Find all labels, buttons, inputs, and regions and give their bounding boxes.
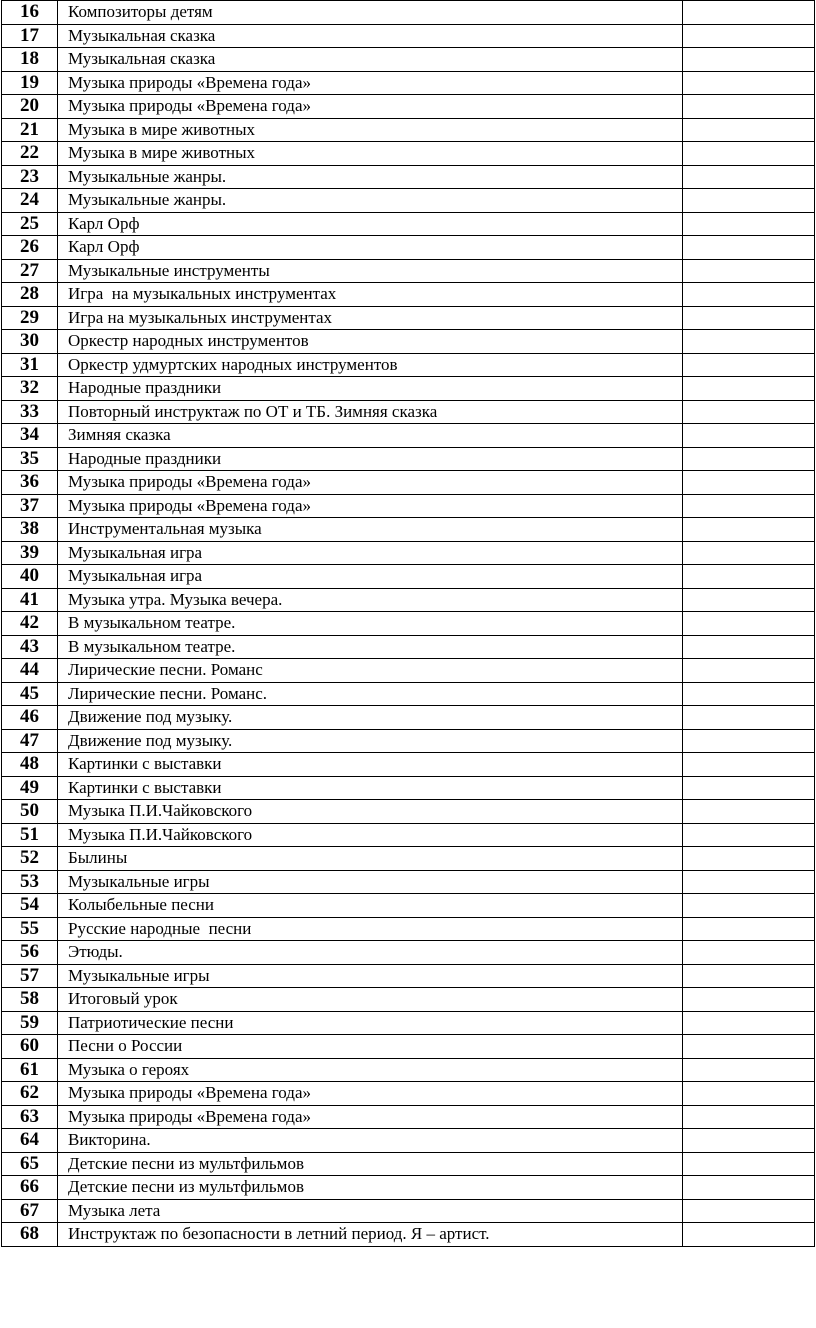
lesson-date-cell xyxy=(683,1011,815,1035)
lesson-date-cell xyxy=(683,823,815,847)
lesson-number: 22 xyxy=(2,142,58,166)
lesson-date-cell xyxy=(683,189,815,213)
lesson-date-cell xyxy=(683,48,815,72)
lesson-date-cell xyxy=(683,941,815,965)
lesson-date-cell xyxy=(683,588,815,612)
lesson-plan-rows xyxy=(2,1,815,1247)
lesson-date-cell xyxy=(683,565,815,589)
lesson-topic: Повторный инструктаж по ОТ и ТБ. Зимняя сказка xyxy=(58,400,683,424)
lesson-topic: Русские народные песни xyxy=(58,917,683,941)
lesson-date-cell xyxy=(683,1129,815,1153)
table-row xyxy=(2,48,815,72)
lesson-date-cell xyxy=(683,212,815,236)
lesson-date-cell xyxy=(683,1058,815,1082)
lesson-number: 21 xyxy=(2,118,58,142)
lesson-date-cell xyxy=(683,1152,815,1176)
table-row xyxy=(2,1082,815,1106)
lesson-topic: Колыбельные песни xyxy=(58,894,683,918)
lesson-number: 57 xyxy=(2,964,58,988)
lesson-topic: Итоговый урок xyxy=(58,988,683,1012)
lesson-number: 34 xyxy=(2,424,58,448)
lesson-number: 46 xyxy=(2,706,58,730)
lesson-topic: Музыка утра. Музыка вечера. xyxy=(58,588,683,612)
lesson-date-cell xyxy=(683,1082,815,1106)
lesson-number: 20 xyxy=(2,95,58,119)
table-row xyxy=(2,377,815,401)
table-row xyxy=(2,1129,815,1153)
table-row xyxy=(2,964,815,988)
lesson-number: 48 xyxy=(2,753,58,777)
lesson-date-cell xyxy=(683,541,815,565)
table-row xyxy=(2,800,815,824)
lesson-number: 36 xyxy=(2,471,58,495)
lesson-topic: Музыкальные инструменты xyxy=(58,259,683,283)
lesson-number: 59 xyxy=(2,1011,58,1035)
lesson-number: 53 xyxy=(2,870,58,894)
table-row xyxy=(2,1152,815,1176)
lesson-topic: Лирические песни. Романс xyxy=(58,659,683,683)
lesson-date-cell xyxy=(683,330,815,354)
table-row xyxy=(2,776,815,800)
lesson-date-cell xyxy=(683,682,815,706)
lesson-number: 40 xyxy=(2,565,58,589)
table-row xyxy=(2,283,815,307)
table-row xyxy=(2,424,815,448)
lesson-date-cell xyxy=(683,635,815,659)
lesson-number: 58 xyxy=(2,988,58,1012)
table-row xyxy=(2,142,815,166)
table-row xyxy=(2,330,815,354)
lesson-number: 45 xyxy=(2,682,58,706)
lesson-topic: Игра на музыкальных инструментах xyxy=(58,283,683,307)
table-row xyxy=(2,353,815,377)
table-row xyxy=(2,189,815,213)
lesson-number: 43 xyxy=(2,635,58,659)
lesson-number: 17 xyxy=(2,24,58,48)
lesson-number: 31 xyxy=(2,353,58,377)
lesson-number: 39 xyxy=(2,541,58,565)
lesson-date-cell xyxy=(683,1176,815,1200)
table-row xyxy=(2,259,815,283)
lesson-topic: Музыка природы «Времена года» xyxy=(58,71,683,95)
lesson-number: 52 xyxy=(2,847,58,871)
lesson-date-cell xyxy=(683,612,815,636)
lesson-topic: Движение под музыку. xyxy=(58,706,683,730)
lesson-topic: Музыка природы «Времена года» xyxy=(58,1082,683,1106)
lesson-number: 18 xyxy=(2,48,58,72)
table-row xyxy=(2,494,815,518)
table-row xyxy=(2,471,815,495)
lesson-topic: Былины xyxy=(58,847,683,871)
lesson-topic: Патриотические песни xyxy=(58,1011,683,1035)
lesson-date-cell xyxy=(683,988,815,1012)
table-row xyxy=(2,870,815,894)
lesson-topic: Этюды. xyxy=(58,941,683,965)
lesson-number: 54 xyxy=(2,894,58,918)
table-row xyxy=(2,518,815,542)
lesson-number: 29 xyxy=(2,306,58,330)
table-row xyxy=(2,1058,815,1082)
lesson-topic: Музыка природы «Времена года» xyxy=(58,1105,683,1129)
lesson-topic: Картинки с выставки xyxy=(58,776,683,800)
lesson-number: 47 xyxy=(2,729,58,753)
lesson-topic: Музыкальная игра xyxy=(58,541,683,565)
lesson-date-cell xyxy=(683,377,815,401)
lesson-date-cell xyxy=(683,24,815,48)
lesson-topic: Игра на музыкальных инструментах xyxy=(58,306,683,330)
lesson-number: 41 xyxy=(2,588,58,612)
lesson-topic: Викторина. xyxy=(58,1129,683,1153)
lesson-topic: Музыкальные игры xyxy=(58,964,683,988)
table-row xyxy=(2,236,815,260)
lesson-date-cell xyxy=(683,259,815,283)
lesson-topic: В музыкальном театре. xyxy=(58,612,683,636)
lesson-number: 51 xyxy=(2,823,58,847)
table-row xyxy=(2,118,815,142)
table-row xyxy=(2,24,815,48)
table-row xyxy=(2,706,815,730)
table-row xyxy=(2,541,815,565)
table-row xyxy=(2,447,815,471)
lesson-number: 24 xyxy=(2,189,58,213)
lesson-date-cell xyxy=(683,870,815,894)
lesson-date-cell xyxy=(683,471,815,495)
lesson-number: 16 xyxy=(2,1,58,25)
lesson-date-cell xyxy=(683,236,815,260)
lesson-number: 25 xyxy=(2,212,58,236)
lesson-topic: Карл Орф xyxy=(58,236,683,260)
lesson-date-cell xyxy=(683,894,815,918)
lesson-topic: Зимняя сказка xyxy=(58,424,683,448)
lesson-date-cell xyxy=(683,1223,815,1247)
lesson-number: 49 xyxy=(2,776,58,800)
lesson-topic: Оркестр удмуртских народных инструментов xyxy=(58,353,683,377)
lesson-date-cell xyxy=(683,729,815,753)
lesson-topic: Инструментальная музыка xyxy=(58,518,683,542)
table-row xyxy=(2,1011,815,1035)
lesson-topic: Оркестр народных инструментов xyxy=(58,330,683,354)
lesson-date-cell xyxy=(683,964,815,988)
table-row xyxy=(2,1035,815,1059)
lesson-topic: Картинки с выставки xyxy=(58,753,683,777)
lesson-number: 50 xyxy=(2,800,58,824)
lesson-topic: Музыкальная сказка xyxy=(58,48,683,72)
lesson-topic: Музыкальные игры xyxy=(58,870,683,894)
lesson-topic: Народные праздники xyxy=(58,447,683,471)
table-row xyxy=(2,306,815,330)
lesson-date-cell xyxy=(683,518,815,542)
table-row xyxy=(2,659,815,683)
lesson-number: 42 xyxy=(2,612,58,636)
lesson-number: 62 xyxy=(2,1082,58,1106)
lesson-topic: Народные праздники xyxy=(58,377,683,401)
table-row xyxy=(2,847,815,871)
table-row xyxy=(2,1,815,25)
lesson-date-cell xyxy=(683,776,815,800)
lesson-number: 64 xyxy=(2,1129,58,1153)
lesson-date-cell xyxy=(683,706,815,730)
lesson-topic: Музыка в мире животных xyxy=(58,142,683,166)
lesson-number: 37 xyxy=(2,494,58,518)
lesson-number: 67 xyxy=(2,1199,58,1223)
lesson-topic: Музыкальные жанры. xyxy=(58,165,683,189)
lesson-topic: Карл Орф xyxy=(58,212,683,236)
lesson-topic: Музыкальная сказка xyxy=(58,24,683,48)
lesson-date-cell xyxy=(683,800,815,824)
table-row xyxy=(2,212,815,236)
table-row xyxy=(2,588,815,612)
lesson-number: 61 xyxy=(2,1058,58,1082)
lesson-topic: Музыка П.И.Чайковского xyxy=(58,800,683,824)
lesson-number: 30 xyxy=(2,330,58,354)
lesson-date-cell xyxy=(683,494,815,518)
lesson-date-cell xyxy=(683,753,815,777)
lesson-number: 68 xyxy=(2,1223,58,1247)
table-row xyxy=(2,823,815,847)
table-row xyxy=(2,95,815,119)
lesson-topic: Композиторы детям xyxy=(58,1,683,25)
table-row xyxy=(2,1176,815,1200)
lesson-number: 63 xyxy=(2,1105,58,1129)
lesson-topic: Песни о России xyxy=(58,1035,683,1059)
table-row xyxy=(2,612,815,636)
lesson-date-cell xyxy=(683,1,815,25)
lesson-date-cell xyxy=(683,847,815,871)
table-row xyxy=(2,565,815,589)
lesson-topic: Музыка природы «Времена года» xyxy=(58,95,683,119)
lesson-number: 44 xyxy=(2,659,58,683)
lesson-topic: Детские песни из мультфильмов xyxy=(58,1152,683,1176)
lesson-topic: В музыкальном театре. xyxy=(58,635,683,659)
lesson-date-cell xyxy=(683,95,815,119)
lesson-number: 38 xyxy=(2,518,58,542)
table-row xyxy=(2,71,815,95)
lesson-date-cell xyxy=(683,424,815,448)
lesson-topic: Музыка П.И.Чайковского xyxy=(58,823,683,847)
lesson-topic: Музыка природы «Времена года» xyxy=(58,471,683,495)
lesson-topic: Детские песни из мультфильмов xyxy=(58,1176,683,1200)
lesson-number: 28 xyxy=(2,283,58,307)
table-row xyxy=(2,1199,815,1223)
lesson-topic: Движение под музыку. xyxy=(58,729,683,753)
lesson-topic: Лирические песни. Романс. xyxy=(58,682,683,706)
lesson-date-cell xyxy=(683,306,815,330)
lesson-date-cell xyxy=(683,283,815,307)
table-row xyxy=(2,400,815,424)
lesson-number: 66 xyxy=(2,1176,58,1200)
lesson-date-cell xyxy=(683,400,815,424)
lesson-date-cell xyxy=(683,353,815,377)
table-row xyxy=(2,941,815,965)
lesson-date-cell xyxy=(683,165,815,189)
lesson-topic: Музыка в мире животных xyxy=(58,118,683,142)
lesson-number: 23 xyxy=(2,165,58,189)
lesson-topic: Музыка о героях xyxy=(58,1058,683,1082)
table-row xyxy=(2,988,815,1012)
table-row xyxy=(2,753,815,777)
table-row xyxy=(2,1223,815,1247)
lesson-number: 32 xyxy=(2,377,58,401)
table-row xyxy=(2,894,815,918)
table-row xyxy=(2,635,815,659)
table-row xyxy=(2,682,815,706)
lesson-date-cell xyxy=(683,142,815,166)
lesson-topic: Инструктаж по безопасности в летний период. Я – артист. xyxy=(58,1223,683,1247)
table-row xyxy=(2,729,815,753)
lesson-plan-table xyxy=(1,0,815,1247)
lesson-date-cell xyxy=(683,1035,815,1059)
lesson-date-cell xyxy=(683,71,815,95)
lesson-date-cell xyxy=(683,1105,815,1129)
lesson-date-cell xyxy=(683,1199,815,1223)
lesson-date-cell xyxy=(683,118,815,142)
lesson-date-cell xyxy=(683,447,815,471)
lesson-number: 65 xyxy=(2,1152,58,1176)
lesson-number: 26 xyxy=(2,236,58,260)
lesson-date-cell xyxy=(683,917,815,941)
lesson-date-cell xyxy=(683,659,815,683)
lesson-topic: Музыкальные жанры. xyxy=(58,189,683,213)
lesson-number: 33 xyxy=(2,400,58,424)
lesson-number: 27 xyxy=(2,259,58,283)
lesson-number: 56 xyxy=(2,941,58,965)
lesson-topic: Музыка лета xyxy=(58,1199,683,1223)
lesson-number: 19 xyxy=(2,71,58,95)
table-row xyxy=(2,917,815,941)
lesson-topic: Музыка природы «Времена года» xyxy=(58,494,683,518)
lesson-number: 35 xyxy=(2,447,58,471)
lesson-number: 60 xyxy=(2,1035,58,1059)
table-row xyxy=(2,1105,815,1129)
lesson-number: 55 xyxy=(2,917,58,941)
lesson-topic: Музыкальная игра xyxy=(58,565,683,589)
table-row xyxy=(2,165,815,189)
